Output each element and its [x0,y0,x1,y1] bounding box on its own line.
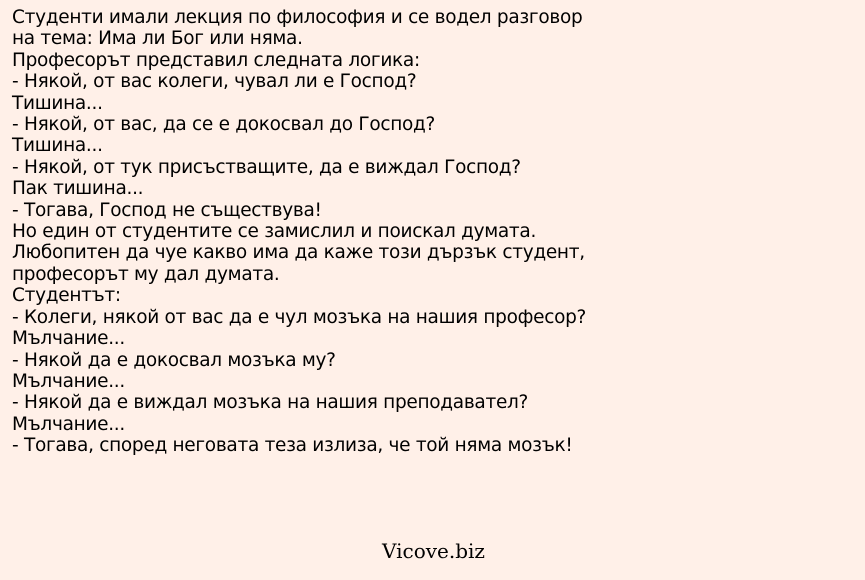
joke-line: Мълчание... [12,328,125,350]
joke-line: Мълчание... [12,413,125,435]
joke-line: Студенти имали лекция по философия и се водел разговор [12,7,583,28]
joke-line: Професорът представил следната логика: [12,49,420,71]
joke-line: Но един от студентите се замислил и поискал думата. [12,221,537,243]
joke-line: - Колеги, някой от вас да е чул мозъка на нашия професор? [12,306,587,328]
joke-line: - Някой да е докосвал мозъка му? [12,349,336,371]
joke-line: - Тогава, според неговата теза излиза, че той няма мозък! [12,435,573,457]
joke-line: Тишина... [12,92,103,114]
joke-line: Студентът: [12,285,121,307]
joke-line: - Някой, от вас колеги, чувал ли е Господ? [12,71,417,93]
joke-text [12,7,857,457]
joke-line: - Някой да е виждал мозъка на нашия преподавател? [12,392,529,414]
joke-line: на тема: Има ли Бог или няма. [12,28,303,50]
joke-line: - Тогава, Господ не съществува! [12,199,322,221]
joke-line: професорът му дал думата. [12,263,280,285]
site-watermark: Vicove.biz [382,539,485,563]
joke-line: Мълчание... [12,370,125,392]
joke-line: Любопитен да чуе какво има да каже този дързък студент, [12,242,585,264]
joke-line: Пак тишина... [12,178,144,200]
joke-line: Тишина... [12,135,103,157]
joke-line: - Някой, от тук присъстващите, да е виждал Господ? [12,156,521,178]
joke-line: - Някой, от вас, да се е докосвал до Господ? [12,114,436,136]
